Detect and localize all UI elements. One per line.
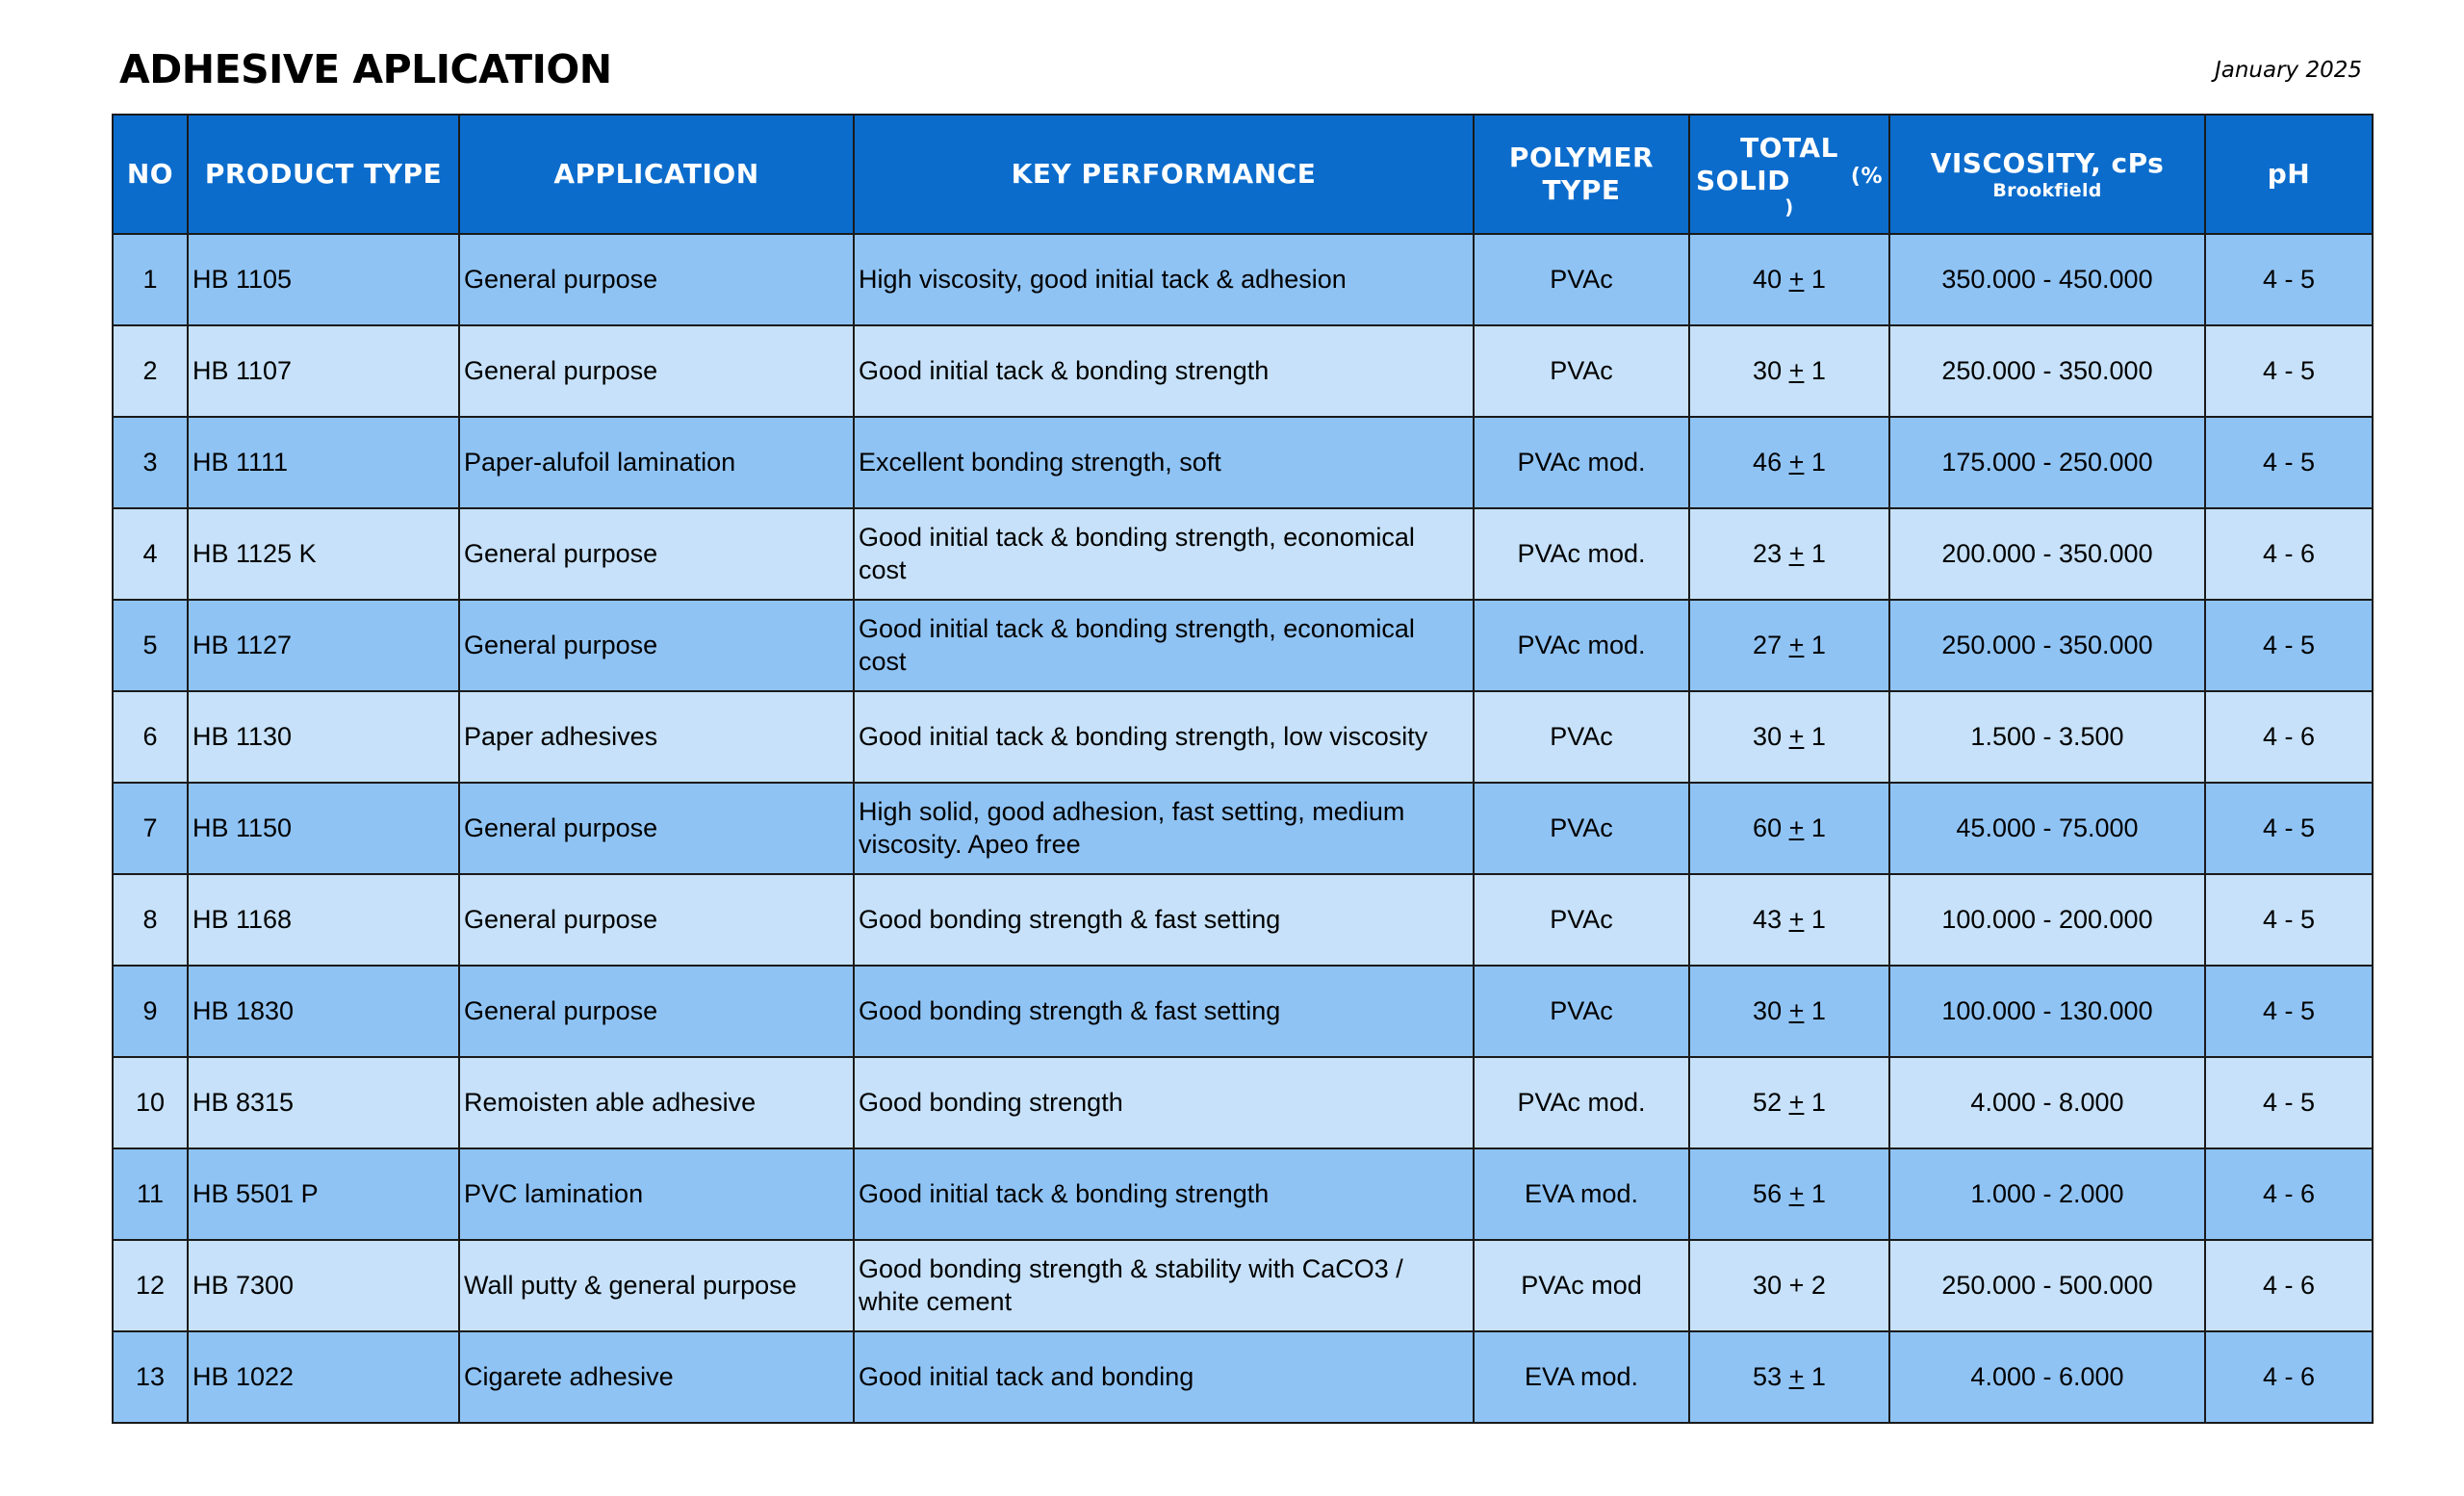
total-solid-value: 60 (1753, 812, 1783, 842)
document-date: January 2025 (2214, 58, 2362, 83)
cell-no: 5 (113, 600, 188, 691)
cell-product-type: HB 1125 K (188, 508, 459, 600)
total-solid-value: 40 (1753, 264, 1783, 294)
cell-total-solid (1689, 691, 1889, 783)
table-row (113, 234, 2373, 325)
cell-total-solid (1689, 234, 1889, 325)
cell-no: 6 (113, 691, 188, 783)
column-header-total-solid-close: ) (1784, 195, 1794, 219)
cell-total-solid (1689, 1240, 1889, 1331)
cell-key-performance: Good initial tack & bonding strength (854, 1148, 1474, 1240)
total-solid-value: 46 (1753, 447, 1783, 477)
total-solid-tolerance: 1 (1810, 630, 1826, 659)
table-row (113, 1240, 2373, 1331)
total-solid-tolerance: 1 (1810, 904, 1826, 934)
cell-application: Wall putty & general purpose (459, 1240, 854, 1331)
total-solid-tolerance: 2 (1810, 1270, 1826, 1300)
total-solid-tolerance: 1 (1810, 355, 1826, 385)
table-row (113, 417, 2373, 508)
total-solid-tolerance-sign: + (1788, 1270, 1805, 1300)
cell-ph: 4 - 5 (2205, 966, 2373, 1057)
cell-polymer-type: PVAc mod (1474, 1240, 1689, 1331)
total-solid-tolerance: 1 (1810, 264, 1826, 294)
cell-total-solid (1689, 1148, 1889, 1240)
cell-application: PVC lamination (459, 1148, 854, 1240)
column-header-total-solid-line1: TOTAL (1740, 131, 1838, 164)
table-row (113, 783, 2373, 874)
cell-product-type: HB 1168 (188, 874, 459, 966)
total-solid-tolerance: 1 (1810, 1178, 1826, 1208)
cell-key-performance: Excellent bonding strength, soft (854, 417, 1474, 508)
cell-no: 9 (113, 966, 188, 1057)
column-header-product-type-label: PRODUCT TYPE (204, 157, 443, 190)
page-title: ADHESIVE APLICATION (119, 46, 612, 92)
column-header-polymer-type (1474, 115, 1689, 234)
cell-ph: 4 - 6 (2205, 1240, 2373, 1331)
cell-key-performance: Good initial tack & bonding strength (854, 325, 1474, 417)
total-solid-value: 23 (1753, 538, 1783, 568)
cell-product-type: HB 1105 (188, 234, 459, 325)
cell-application: General purpose (459, 783, 854, 874)
cell-viscosity: 200.000 - 350.000 (1889, 508, 2205, 600)
cell-total-solid (1689, 1057, 1889, 1148)
cell-viscosity: 250.000 - 500.000 (1889, 1240, 2205, 1331)
column-header-total-solid-label: SOLID (1696, 165, 1790, 196)
cell-ph: 4 - 5 (2205, 417, 2373, 508)
table-row (113, 1148, 2373, 1240)
total-solid-value: 30 (1753, 721, 1783, 751)
cell-viscosity: 250.000 - 350.000 (1889, 325, 2205, 417)
table-row (113, 966, 2373, 1057)
cell-ph: 4 - 6 (2205, 508, 2373, 600)
cell-polymer-type: PVAc mod. (1474, 1057, 1689, 1148)
cell-ph: 4 - 5 (2205, 1057, 2373, 1148)
cell-viscosity: 4.000 - 6.000 (1889, 1331, 2205, 1423)
table-row (113, 508, 2373, 600)
cell-application: Cigarete adhesive (459, 1331, 854, 1423)
cell-viscosity: 100.000 - 130.000 (1889, 966, 2205, 1057)
cell-key-performance: Good bonding strength & fast setting (854, 874, 1474, 966)
cell-application: Remoisten able adhesive (459, 1057, 854, 1148)
total-solid-value: 30 (1753, 1270, 1783, 1300)
table-row (113, 1331, 2373, 1423)
cell-application: Paper adhesives (459, 691, 854, 783)
cell-application: General purpose (459, 966, 854, 1057)
cell-key-performance: High viscosity, good initial tack & adhesion (854, 234, 1474, 325)
table-row (113, 600, 2373, 691)
column-header-total-solid-line2 (1694, 165, 1885, 197)
total-solid-value: 43 (1753, 904, 1783, 934)
total-solid-tolerance-sign: + (1788, 1178, 1805, 1208)
cell-no: 3 (113, 417, 188, 508)
cell-no: 8 (113, 874, 188, 966)
cell-ph: 4 - 5 (2205, 783, 2373, 874)
total-solid-tolerance-sign: + (1788, 1087, 1805, 1117)
cell-no: 11 (113, 1148, 188, 1240)
cell-polymer-type: PVAc (1474, 691, 1689, 783)
total-solid-tolerance-sign: + (1788, 721, 1805, 751)
cell-key-performance: Good initial tack & bonding strength, economical cost (854, 600, 1474, 691)
cell-total-solid (1689, 966, 1889, 1057)
table-body (113, 234, 2373, 1423)
table-row (113, 691, 2373, 783)
column-header-polymer-type-line1: POLYMER (1508, 141, 1655, 173)
cell-polymer-type: PVAc (1474, 234, 1689, 325)
cell-ph: 4 - 5 (2205, 874, 2373, 966)
cell-no: 10 (113, 1057, 188, 1148)
cell-application: Paper-alufoil lamination (459, 417, 854, 508)
cell-application: General purpose (459, 508, 854, 600)
cell-total-solid (1689, 417, 1889, 508)
column-header-ph (2205, 115, 2373, 234)
cell-ph: 4 - 5 (2205, 600, 2373, 691)
table-row (113, 1057, 2373, 1148)
column-header-product-type (188, 115, 459, 234)
cell-no: 13 (113, 1331, 188, 1423)
cell-application: General purpose (459, 874, 854, 966)
cell-key-performance: Good initial tack and bonding (854, 1331, 1474, 1423)
table-row (113, 874, 2373, 966)
column-header-viscosity-sub: Brookfield (1992, 179, 2102, 201)
total-solid-value: 52 (1753, 1087, 1783, 1117)
cell-key-performance: Good initial tack & bonding strength, low viscosity (854, 691, 1474, 783)
cell-product-type: HB 1022 (188, 1331, 459, 1423)
column-header-total-solid-percent: (% (1850, 165, 1883, 189)
column-header-ph-label: pH (2267, 157, 2311, 190)
cell-no: 1 (113, 234, 188, 325)
cell-no: 2 (113, 325, 188, 417)
total-solid-tolerance: 1 (1810, 1361, 1826, 1391)
cell-viscosity: 1.500 - 3.500 (1889, 691, 2205, 783)
header-row (113, 115, 2373, 234)
total-solid-tolerance-sign: + (1788, 812, 1805, 842)
cell-polymer-type: PVAc (1474, 325, 1689, 417)
cell-application: General purpose (459, 600, 854, 691)
cell-polymer-type: PVAc (1474, 874, 1689, 966)
cell-ph: 4 - 5 (2205, 325, 2373, 417)
cell-key-performance: Good bonding strength & stability with CaCO3 / white cement (854, 1240, 1474, 1331)
cell-no: 12 (113, 1240, 188, 1331)
cell-total-solid (1689, 874, 1889, 966)
column-header-viscosity (1889, 115, 2205, 234)
total-solid-tolerance-sign: + (1788, 538, 1805, 568)
cell-key-performance: Good initial tack & bonding strength, economical cost (854, 508, 1474, 600)
cell-no: 7 (113, 783, 188, 874)
total-solid-tolerance: 1 (1810, 995, 1826, 1025)
total-solid-tolerance-sign: + (1788, 264, 1805, 294)
column-header-no (113, 115, 188, 234)
cell-product-type: HB 1107 (188, 325, 459, 417)
cell-ph: 4 - 5 (2205, 234, 2373, 325)
cell-ph: 4 - 6 (2205, 691, 2373, 783)
column-header-key-performance (854, 115, 1474, 234)
cell-key-performance: Good bonding strength & fast setting (854, 966, 1474, 1057)
cell-total-solid (1689, 600, 1889, 691)
cell-viscosity: 45.000 - 75.000 (1889, 783, 2205, 874)
total-solid-tolerance-sign: + (1788, 630, 1805, 659)
cell-polymer-type: EVA mod. (1474, 1331, 1689, 1423)
total-solid-value: 53 (1753, 1361, 1783, 1391)
cell-viscosity: 100.000 - 200.000 (1889, 874, 2205, 966)
cell-no: 4 (113, 508, 188, 600)
total-solid-value: 30 (1753, 995, 1783, 1025)
total-solid-tolerance: 1 (1810, 447, 1826, 477)
column-header-application-label: APPLICATION (553, 157, 759, 190)
column-header-no-label: NO (126, 157, 174, 190)
cell-application: General purpose (459, 234, 854, 325)
cell-total-solid (1689, 783, 1889, 874)
cell-viscosity: 175.000 - 250.000 (1889, 417, 2205, 508)
total-solid-tolerance: 1 (1810, 721, 1826, 751)
cell-viscosity: 4.000 - 8.000 (1889, 1057, 2205, 1148)
total-solid-tolerance-sign: + (1788, 995, 1805, 1025)
cell-product-type: HB 1111 (188, 417, 459, 508)
cell-polymer-type: PVAc mod. (1474, 417, 1689, 508)
cell-product-type: HB 5501 P (188, 1148, 459, 1240)
cell-polymer-type: PVAc mod. (1474, 508, 1689, 600)
total-solid-tolerance-sign: + (1788, 355, 1805, 385)
total-solid-tolerance: 1 (1810, 538, 1826, 568)
column-header-application (459, 115, 854, 234)
column-header-total-solid (1689, 115, 1889, 234)
cell-polymer-type: PVAc mod. (1474, 600, 1689, 691)
column-header-polymer-type-line2: TYPE (1542, 174, 1621, 206)
cell-key-performance: High solid, good adhesion, fast setting, medium viscosity. Apeo free (854, 783, 1474, 874)
cell-polymer-type: PVAc (1474, 783, 1689, 874)
cell-total-solid (1689, 1331, 1889, 1423)
cell-key-performance: Good bonding strength (854, 1057, 1474, 1148)
total-solid-tolerance-sign: + (1788, 904, 1805, 934)
cell-polymer-type: PVAc (1474, 966, 1689, 1057)
table-row (113, 325, 2373, 417)
cell-viscosity: 1.000 - 2.000 (1889, 1148, 2205, 1240)
cell-product-type: HB 1150 (188, 783, 459, 874)
column-header-viscosity-label: VISCOSITY, cPs (1930, 147, 2165, 180)
cell-product-type: HB 8315 (188, 1057, 459, 1148)
cell-product-type: HB 7300 (188, 1240, 459, 1331)
cell-total-solid (1689, 508, 1889, 600)
total-solid-tolerance: 1 (1810, 1087, 1826, 1117)
total-solid-value: 27 (1753, 630, 1783, 659)
cell-polymer-type: EVA mod. (1474, 1148, 1689, 1240)
cell-total-solid (1689, 325, 1889, 417)
total-solid-tolerance-sign: + (1788, 1361, 1805, 1391)
cell-product-type: HB 1130 (188, 691, 459, 783)
total-solid-value: 30 (1753, 355, 1783, 385)
cell-application: General purpose (459, 325, 854, 417)
column-header-key-performance-label: KEY PERFORMANCE (1011, 157, 1317, 190)
total-solid-tolerance: 1 (1810, 812, 1826, 842)
cell-product-type: HB 1127 (188, 600, 459, 691)
table-header (113, 115, 2373, 234)
cell-viscosity: 350.000 - 450.000 (1889, 234, 2205, 325)
adhesive-product-table (112, 114, 2374, 1424)
cell-ph: 4 - 6 (2205, 1148, 2373, 1240)
cell-ph: 4 - 6 (2205, 1331, 2373, 1423)
total-solid-value: 56 (1753, 1178, 1783, 1208)
total-solid-tolerance-sign: + (1788, 447, 1805, 477)
cell-product-type: HB 1830 (188, 966, 459, 1057)
cell-viscosity: 250.000 - 350.000 (1889, 600, 2205, 691)
